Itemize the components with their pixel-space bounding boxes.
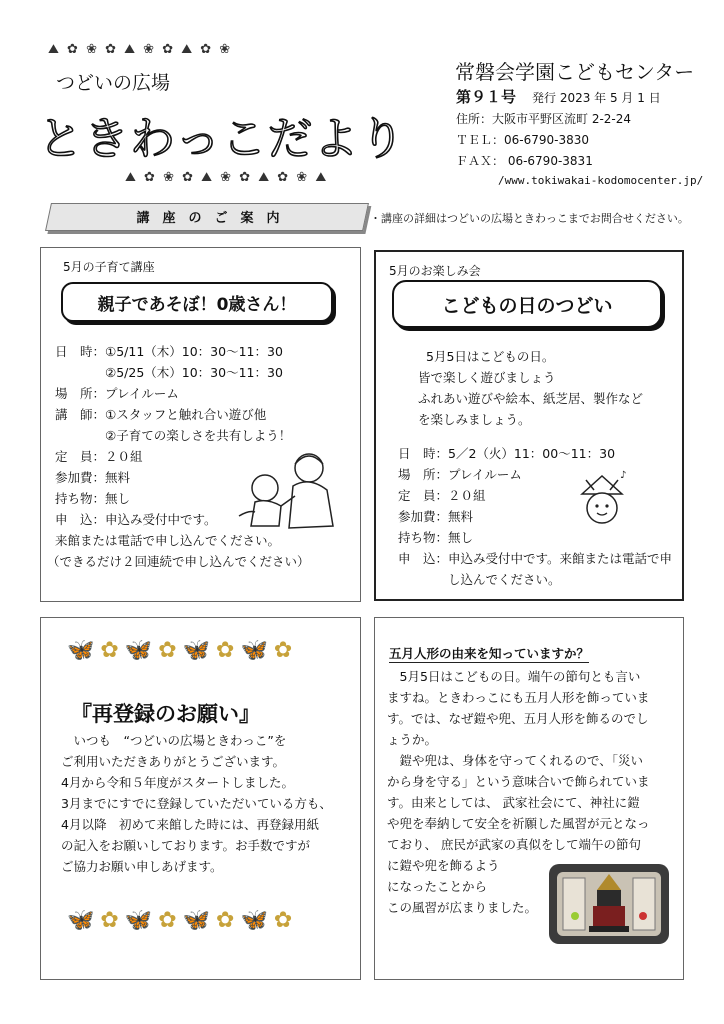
body-line: す。では、なぜ鎧や兜、五月人形を飾るのでし xyxy=(387,711,649,726)
detail-line: 場 所：プレイルーム xyxy=(55,386,179,401)
body-line: 鎧や兜は、身体を守ってくれるので、「災い xyxy=(387,753,644,768)
body-line: す。由来としては、 武家社会にて、神社に鎧 xyxy=(387,795,640,810)
butterfly-flower-border-top: 🦋✿🦋✿🦋✿🦋✿ xyxy=(67,638,299,663)
newsletter-title: ときわっこだより xyxy=(38,112,406,165)
detail-line: （できるだけ２回連続で申し込んでください） xyxy=(47,554,310,569)
body-line: 4月以降 初めて来館した時には、再登録用紙 xyxy=(61,817,319,832)
address: 住所：大阪市平野区流町 2-2-24 xyxy=(456,112,632,126)
body-line: いつも “つどいの広場ときわっこ”を xyxy=(61,733,287,748)
detail-line: ②子育ての楽しさを共有しよう！ xyxy=(55,428,292,443)
detail-line: 申 込：申込み受付中です。来館または電話で申 xyxy=(398,551,673,566)
body-line: ご利用いただきありがとうございます。 xyxy=(61,754,286,769)
course-note: ・講座の詳細はつどいの広場ときわっこまでお問合せください。 xyxy=(370,212,689,225)
fun-event-header: 5月のお楽しみ会 xyxy=(389,264,481,278)
tel: ＴＥＬ：06-6790-3830 xyxy=(456,133,590,147)
course-banner-label: 講 座 の ご 案 内 xyxy=(136,211,280,226)
detail-line: 講 師：①スタッフと触れ合い遊び他 xyxy=(55,407,267,422)
issue-date: 発行 2023 年 5 月 1 日 xyxy=(532,91,661,105)
svg-text:♪: ♪ xyxy=(620,470,627,481)
intro-line: ふれあい遊びや絵本、紙芝居、製作など xyxy=(418,391,644,406)
parenting-header: 5月の子育て講座 xyxy=(63,260,155,274)
reregister-panel xyxy=(40,617,361,980)
detail-line: 定 員：２０組 xyxy=(398,488,486,503)
fun-event-panel xyxy=(374,250,684,601)
detail-line: 定 員：２０組 xyxy=(55,449,143,464)
samurai-armor-photo xyxy=(549,864,669,944)
intro-line: 皆で楽しく遊びましょう xyxy=(418,370,556,385)
body-line: ご協力お願い申しあげます。 xyxy=(61,859,223,874)
detail-line: 持ち物：無し xyxy=(55,491,131,506)
detail-line: 持ち物：無し xyxy=(398,530,474,545)
fun-event-title: こどもの日のつどい xyxy=(441,294,613,317)
intro-line: 5月5日はこどもの日。 xyxy=(426,349,555,364)
detail-line: 参加費：無料 xyxy=(398,509,474,524)
fun-event-intro xyxy=(418,346,644,430)
kabuto-child-illustration xyxy=(572,468,632,530)
decor-border-top: ⛰ ✿ ❀ ✿ ⛰ ❀ ✿ ⛰ ✿ ❀ xyxy=(48,42,233,57)
detail-line: 日 時：①5/11（木）10：30～11：30 xyxy=(55,344,283,359)
detail-line: 参加費：無料 xyxy=(55,470,131,485)
body-line: 5月5日はこどもの日。端午の節句とも言い xyxy=(387,669,641,684)
fun-event-title-box xyxy=(392,280,662,328)
body-line: この風習が広まりました。 xyxy=(387,900,538,915)
website-url[interactable]: /www.tokiwakai-kodomocenter.jp/ xyxy=(498,174,704,187)
parenting-title-box xyxy=(61,282,333,322)
body-line: 4月から令和５年度がスタートしました。 xyxy=(61,775,294,790)
detail-line: ②5/25（木）10：30～11：30 xyxy=(55,365,283,380)
may-dolls-panel xyxy=(374,617,684,980)
reregister-body xyxy=(61,730,332,877)
body-line: になったことから xyxy=(387,879,488,894)
detail-line: し込んでください。 xyxy=(398,572,561,587)
body-line: に鎧や兜を飾るよう xyxy=(387,858,500,873)
dolls-title: 五月人形の由来を知っていますか？ xyxy=(389,646,590,661)
body-line: の記入をお願いしております。お手数ですが xyxy=(61,838,311,853)
body-line: 3月までにすでに登録していただいている方も、 xyxy=(61,796,332,811)
reregister-title: 『再登録のお願い』 xyxy=(71,702,260,726)
body-line: ょうか。 xyxy=(387,732,438,747)
parent-baby-illustration xyxy=(229,446,341,536)
org-name: 常磐会学園こどもセンター xyxy=(455,60,695,84)
decor-border-bottom: ⛰ ✿ ❀ ✿ ⛰ ❀ ✿ ⛰ ✿ ❀ ⛰ xyxy=(125,170,329,185)
subtitle: つどいの広場 xyxy=(56,72,171,94)
parenting-course-panel xyxy=(40,247,361,602)
body-line: から身を守る」という意味合いで飾られていま xyxy=(387,774,650,789)
butterfly-flower-border-bottom: 🦋✿🦋✿🦋✿🦋✿ xyxy=(67,908,299,933)
detail-line: 場 所：プレイルーム xyxy=(398,467,522,482)
detail-line: 申 込：申込み受付中です。 xyxy=(55,512,217,527)
detail-line: 日 時：5／2（火）11：00～11：30 xyxy=(398,446,616,461)
body-line: や兜を奉納して安全を祈願した風習が元となっ xyxy=(387,816,650,831)
body-line: ており、 庶民が武家の真似をして端午の節句 xyxy=(387,837,641,852)
body-line: ますね。ときわっこにも五月人形を飾っていま xyxy=(387,690,650,705)
intro-line: を楽しみましょう。 xyxy=(418,412,531,427)
parenting-title: 親子であそぼ！0歳さん！ xyxy=(97,294,297,315)
detail-line: 来館または電話で申し込んでください。 xyxy=(55,533,281,548)
fax: ＦＡＸ： 06-6790-3831 xyxy=(456,154,593,168)
issue-number: 第９１号 xyxy=(456,88,517,106)
